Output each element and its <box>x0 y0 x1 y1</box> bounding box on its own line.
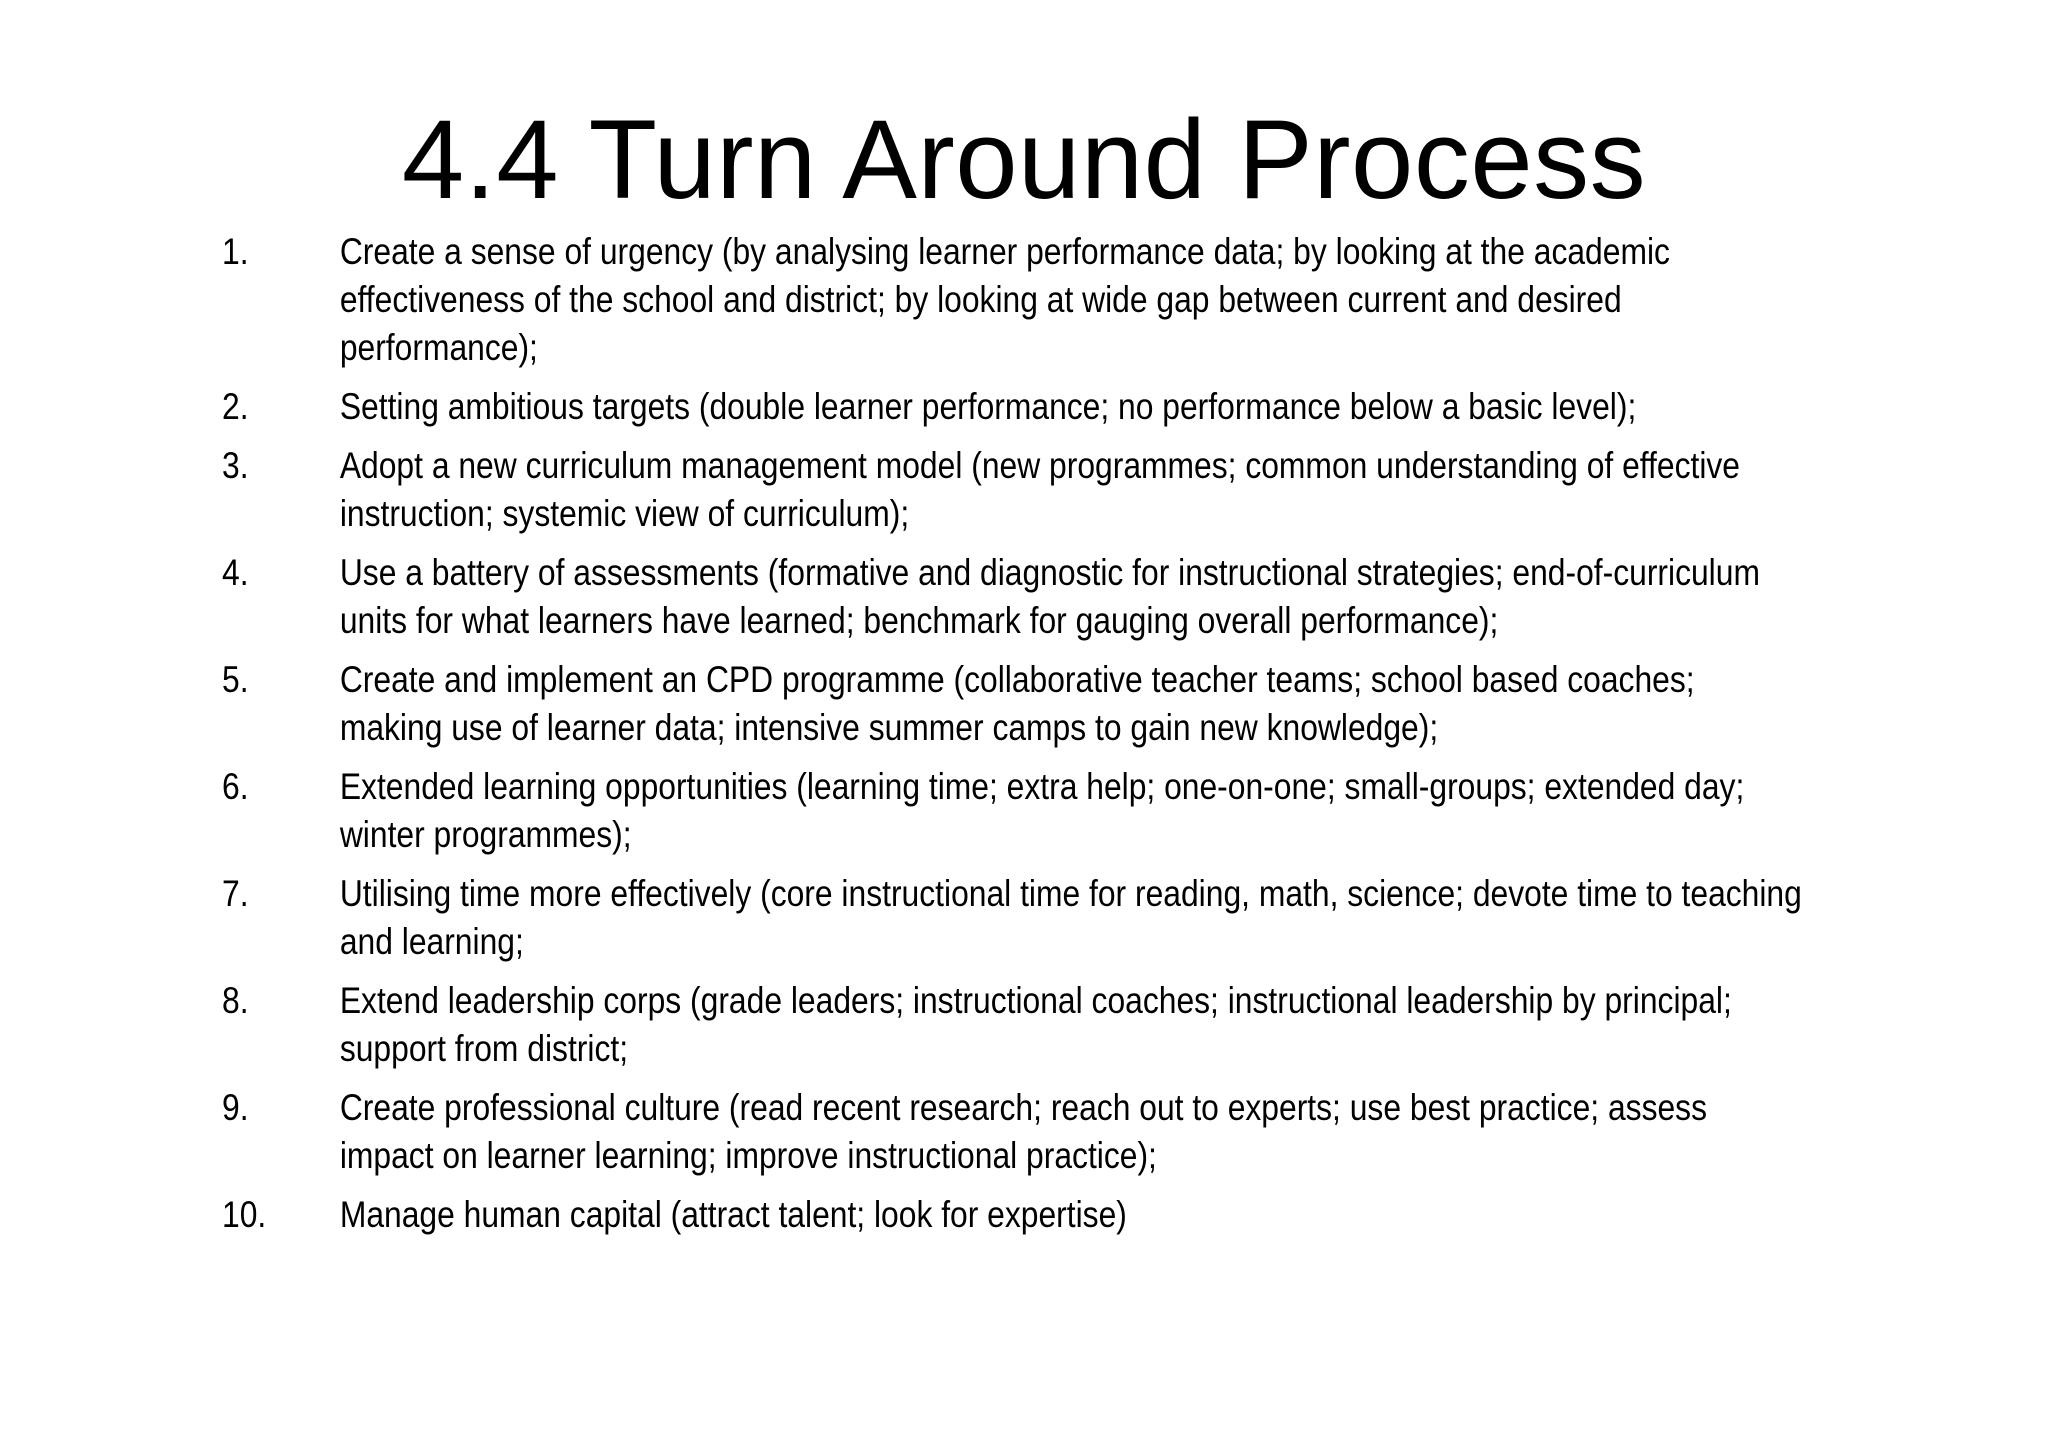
process-list <box>222 228 1802 1250</box>
item-text: Adopt a new curriculum management model (new programmes; common understanding of effective instruction; systemic view of curriculum); <box>339 445 1741 534</box>
item-number: 6. <box>222 766 249 807</box>
item-text: Extended learning opportunities (learning time; extra help; one-on-one; small-groups; extended day; winter programmes); <box>339 766 1745 855</box>
item-text: Create professional culture (read recent research; reach out to experts; use best practice; assess impact on learner learning; improve instructional practice); <box>339 1087 1708 1176</box>
list-item <box>222 763 1802 859</box>
item-number: 3. <box>222 445 249 486</box>
item-number: 9. <box>222 1087 249 1128</box>
item-number: 8. <box>222 980 249 1021</box>
item-number: 2. <box>222 386 249 427</box>
item-number: 4. <box>222 552 249 593</box>
item-text: Use a battery of assessments (formative and diagnostic for instructional strategies; end-of-curriculum units for what learners have learned; benchmark for gauging overall performance); <box>339 552 1760 641</box>
list-item <box>222 977 1802 1073</box>
list-item <box>222 870 1802 966</box>
item-text: Manage human capital (attract talent; look for expertise) <box>339 1194 1127 1235</box>
list-item <box>222 383 1802 431</box>
list-item <box>222 442 1802 538</box>
item-text: Create and implement an CPD programme (collaborative teacher teams; school based coaches; making use of learner data; intensive summer camps to gain new knowledge); <box>339 659 1695 748</box>
item-number: 10. <box>222 1194 267 1235</box>
item-number: 5. <box>222 659 249 700</box>
list-item <box>222 1084 1802 1180</box>
list-item <box>222 656 1802 752</box>
list-item <box>222 1191 1802 1239</box>
item-text: Utilising time more effectively (core instructional time for reading, math, science; devote time to teaching and learning; <box>339 873 1802 962</box>
list-item <box>222 549 1802 645</box>
item-text: Extend leadership corps (grade leaders; instructional coaches; instructional leadership by principal; support from district; <box>339 980 1732 1069</box>
slide-title: 4.4 Turn Around Process <box>401 97 1647 222</box>
list-item <box>222 228 1802 372</box>
item-number: 1. <box>222 231 249 272</box>
item-text: Setting ambitious targets (double learner performance; no performance below a basic level); <box>339 386 1637 427</box>
item-number: 7. <box>222 873 249 914</box>
item-text: Create a sense of urgency (by analysing learner performance data; by looking at the academic effectiveness of the school and district; by looking at wide gap between current and desired performance); <box>339 231 1670 368</box>
